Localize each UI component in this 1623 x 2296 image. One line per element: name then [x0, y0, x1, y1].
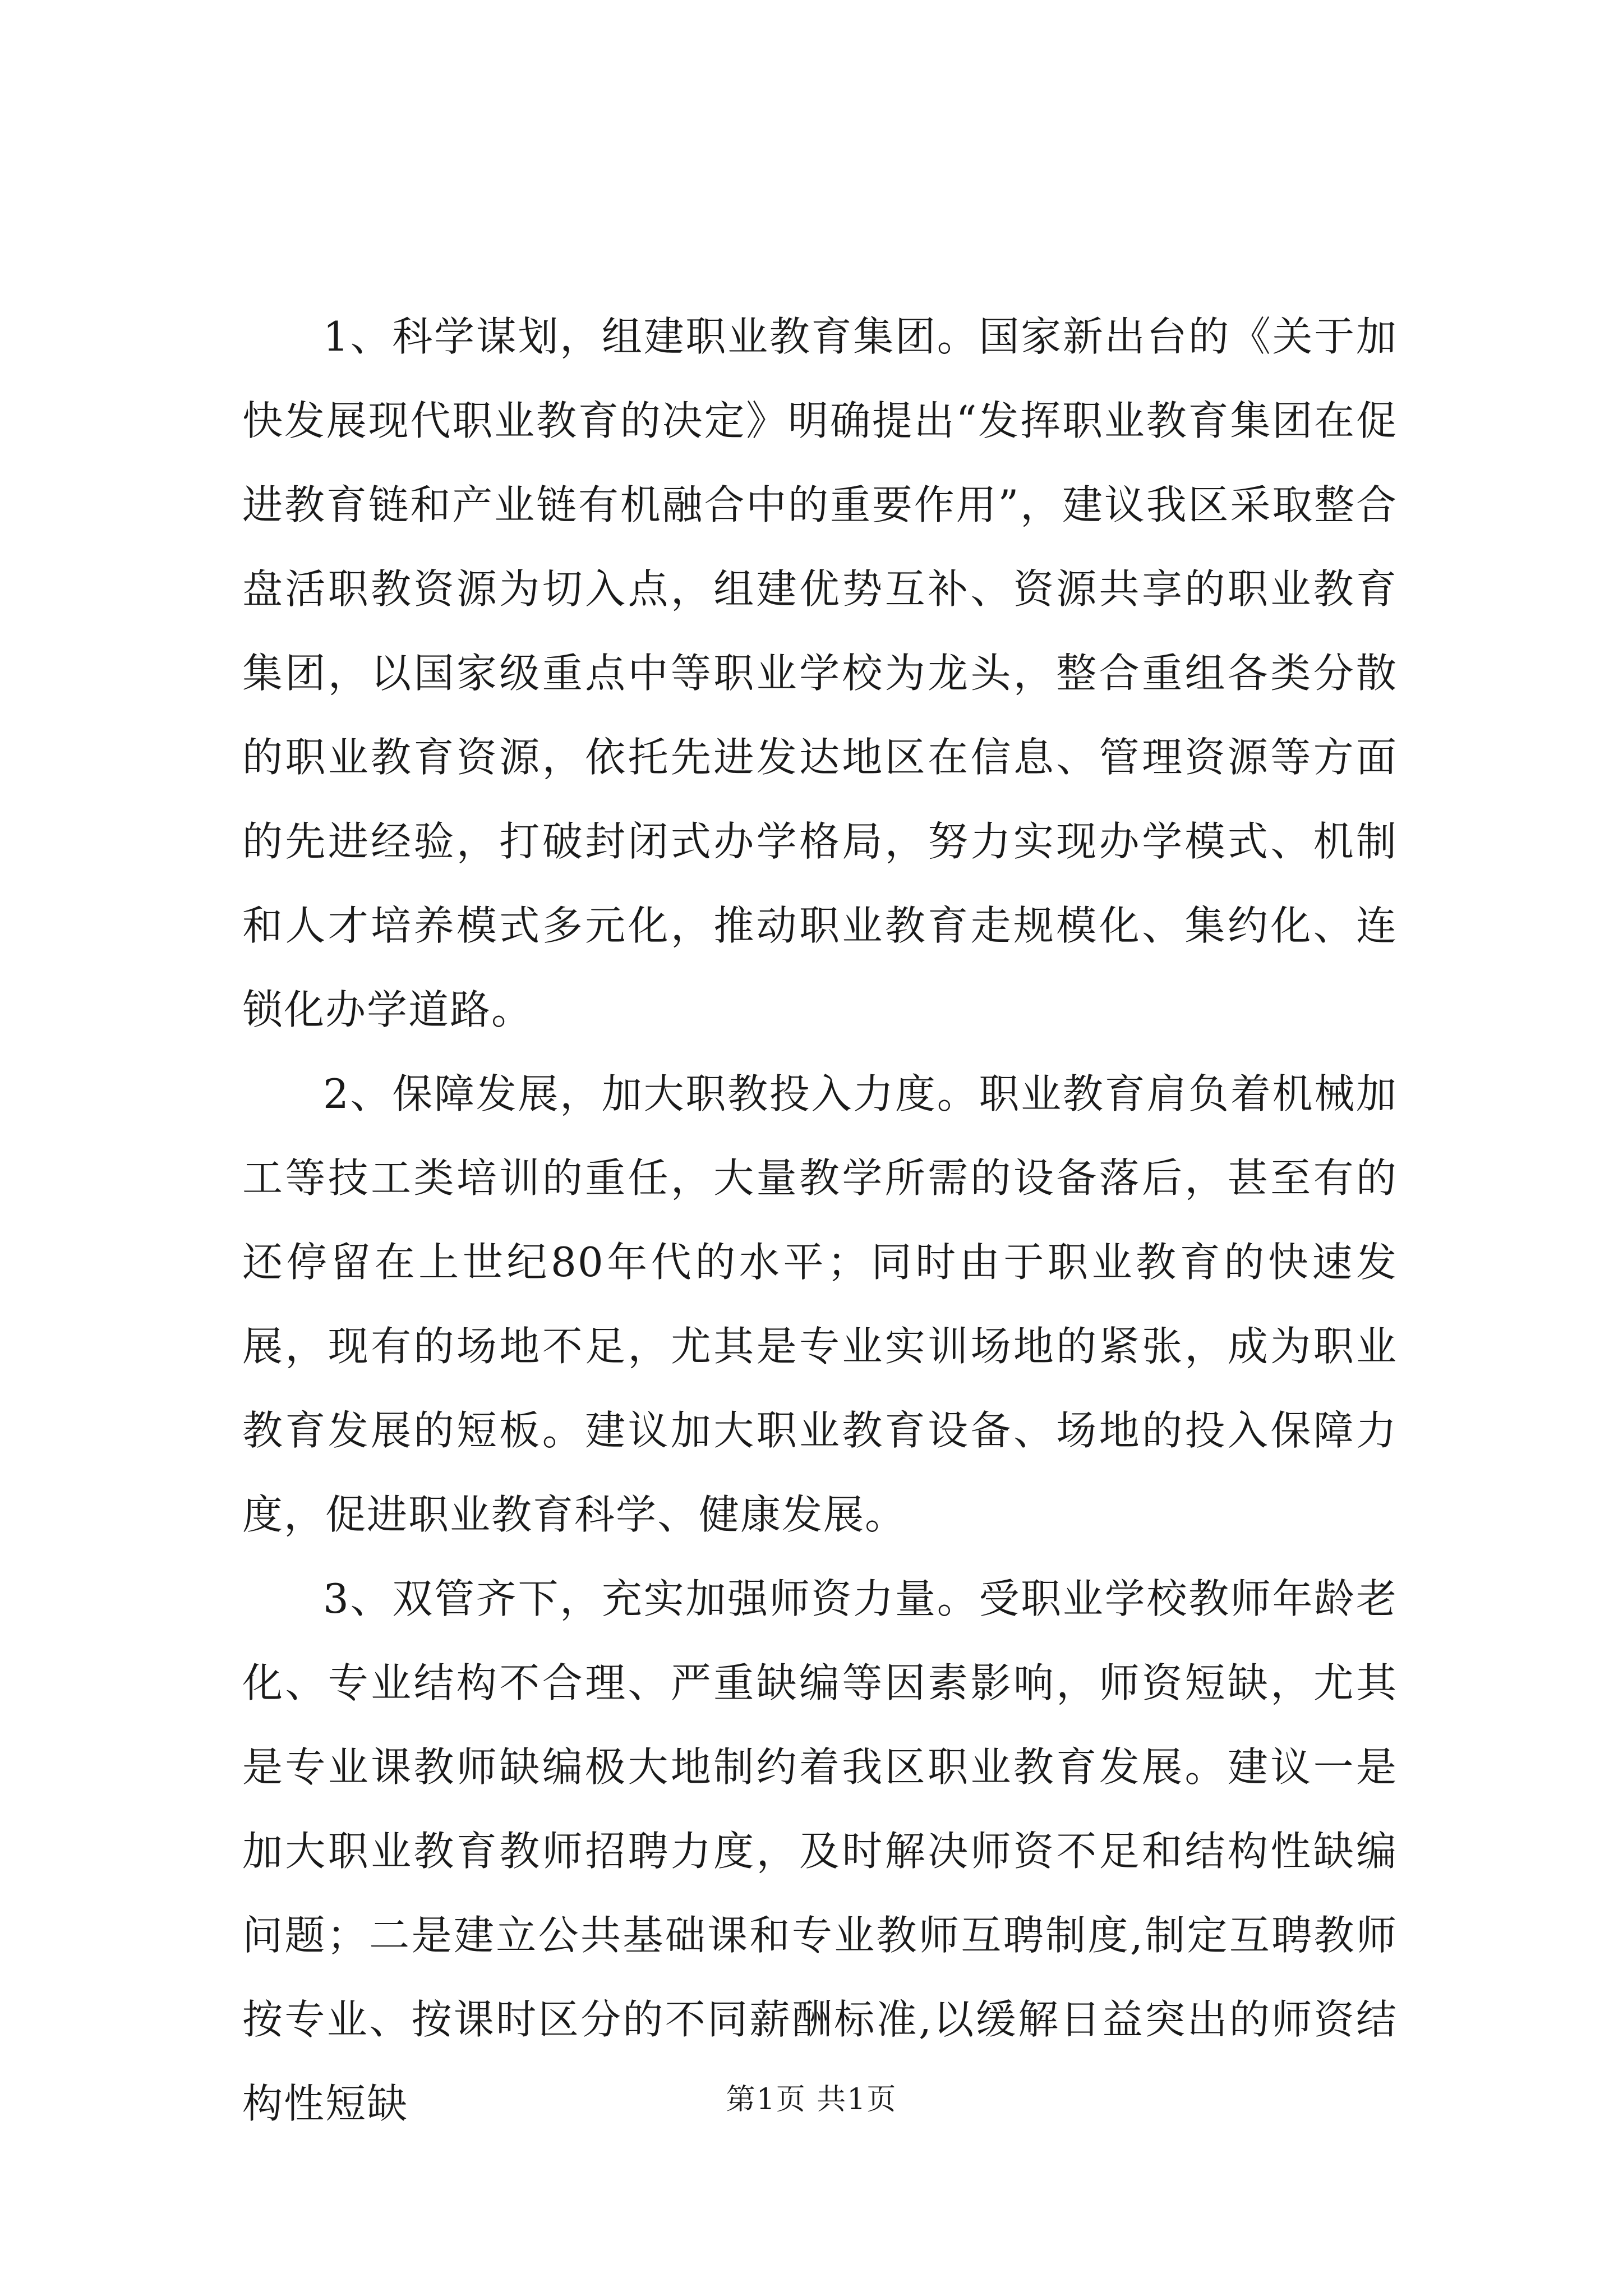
- paragraph-2: 2、保障发展，加大职教投入力度。职业教育肩负着机械加工等技工类培训的重任，大量教学所需的设备落后，甚至有的还停留在上世纪80年代的水平；同时由于职业教育的快速发展，现有的场地不足，尤其是专业实训场地的紧张，成为职业教育发展的短板。建议加大职业教育设备、场地的投入保障力度，促进职业教育科学、健康发展。: [242, 1070, 1398, 1538]
- paragraph-3: 3、双管齐下，充实加强师资力量。受职业学校教师年龄老化、专业结构不合理、严重缺编等因素影响，师资短缺，尤其是专业课教师缺编极大地制约着我区职业教育发展。建议一是加大职业教育教师招聘力度，及时解决师资不足和结构性缺编问题；二是建立公共基础课和专业教师互聘制度,制定互聘教师按专业、按课时区分的不同薪酬标准,以缓解日益突出的师资结构性短缺: [242, 1575, 1398, 2127]
- document-body: [242, 295, 1398, 2146]
- paragraph-1: 1、科学谋划，组建职业教育集团。国家新出台的《关于加快发展现代职业教育的决定》明确提出“发挥职业教育集团在促进教育链和产业链有机融合中的重要作用”，建议我区采取整合盘活职教资源为切入点，组建优势互补、资源共享的职业教育集团，以国家级重点中等职业学校为龙头，整合重组各类分散的职业教育资源，依托先进发达地区在信息、管理资源等方面的先进经验，打破封闭式办学格局，努力实现办学模式、机制和人才培养模式多元化，推动职业教育走规模化、集约化、连锁化办学道路。: [242, 313, 1398, 1033]
- page-footer: 第1页 共1页: [726, 2083, 897, 2116]
